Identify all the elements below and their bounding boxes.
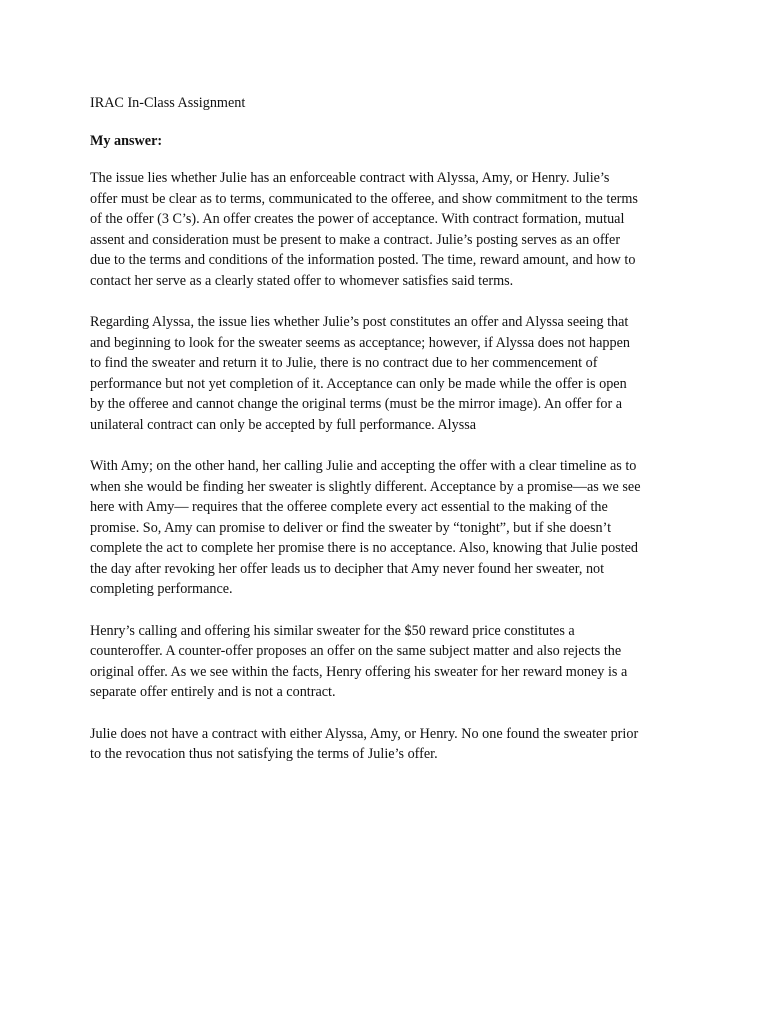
text-line: due to the terms and conditions of the information posted. The time, reward amount, and how to bbox=[90, 252, 636, 268]
text-line: when she would be finding her sweater is slightly different. Acceptance by a promise—as we see bbox=[90, 478, 641, 495]
text-line: counteroffer. A counter-offer proposes an offer on the same subject matter and also rejects the bbox=[90, 643, 622, 659]
text-line: the day after revoking her offer leads us to decipher that Amy never found her sweater, not bbox=[90, 560, 605, 577]
text-line: separate offer entirely and is not a contract. bbox=[90, 684, 336, 700]
text-line: assent and consideration must be present to make a contract. Julie’s posting serves as an offer bbox=[90, 231, 621, 248]
text-line: by the offeree and cannot change the original terms (must be the mirror image). An offer for a bbox=[90, 396, 623, 412]
text-line: offer must be clear as to terms, communicated to the offeree, and show commitment to the terms bbox=[90, 190, 638, 207]
paragraph-conclusion bbox=[90, 724, 690, 765]
text-line: of the offer (3 C’s). An offer creates the power of acceptance. With contract formation, mutual bbox=[90, 211, 625, 227]
paragraph-amy bbox=[90, 456, 690, 600]
text-line: Regarding Alyssa, the issue lies whether Julie’s post constitutes an offer and Alyssa seeing that bbox=[90, 314, 629, 330]
paragraph-alyssa bbox=[90, 312, 690, 435]
text-line: With Amy; on the other hand, her calling Julie and accepting the offer with a clear timeline as to bbox=[90, 458, 637, 474]
text-line: completing performance. bbox=[90, 581, 233, 597]
text-line: contact her serve as a clearly stated offer to whomever satisfies said terms. bbox=[90, 272, 514, 289]
text-line: Henry’s calling and offering his similar sweater for the $50 reward price constitutes a bbox=[90, 622, 575, 639]
answer-heading: My answer: bbox=[90, 132, 163, 149]
paragraph-issue bbox=[90, 168, 690, 291]
text-line: promise. So, Amy can promise to deliver or find the sweater by “tonight”, but if she doesn’t bbox=[90, 519, 612, 536]
text-line: Julie does not have a contract with either Alyssa, Amy, or Henry. No one found the sweater prior bbox=[90, 725, 639, 742]
text-line: here with Amy— requires that the offeree complete every act essential to the making of the bbox=[90, 499, 608, 515]
text-line: original offer. As we see within the facts, Henry offering his sweater for her reward money is a bbox=[90, 663, 628, 680]
paragraph-henry bbox=[90, 621, 690, 703]
text-line: to the revocation thus not satisfying the terms of Julie’s offer. bbox=[90, 746, 438, 762]
text-line: unilateral contract can only be accepted by full performance. Alyssa bbox=[90, 416, 477, 433]
text-line: and beginning to look for the sweater seems as acceptance; however, if Alyssa does not happen bbox=[90, 334, 630, 351]
text-line: performance but not yet completion of it. Acceptance can only be made while the offer is open bbox=[90, 375, 627, 392]
document-title: IRAC In-Class Assignment bbox=[90, 95, 246, 111]
text-line: complete the act to complete her promise there is no acceptance. Also, knowing that Julie posted bbox=[90, 540, 639, 556]
text-line: to find the sweater and return it to Julie, there is no contract due to her commencement of bbox=[90, 355, 598, 371]
text-line: The issue lies whether Julie has an enforceable contract with Alyssa, Amy, or Henry. Julie’s bbox=[90, 170, 610, 186]
document-page bbox=[90, 93, 690, 786]
